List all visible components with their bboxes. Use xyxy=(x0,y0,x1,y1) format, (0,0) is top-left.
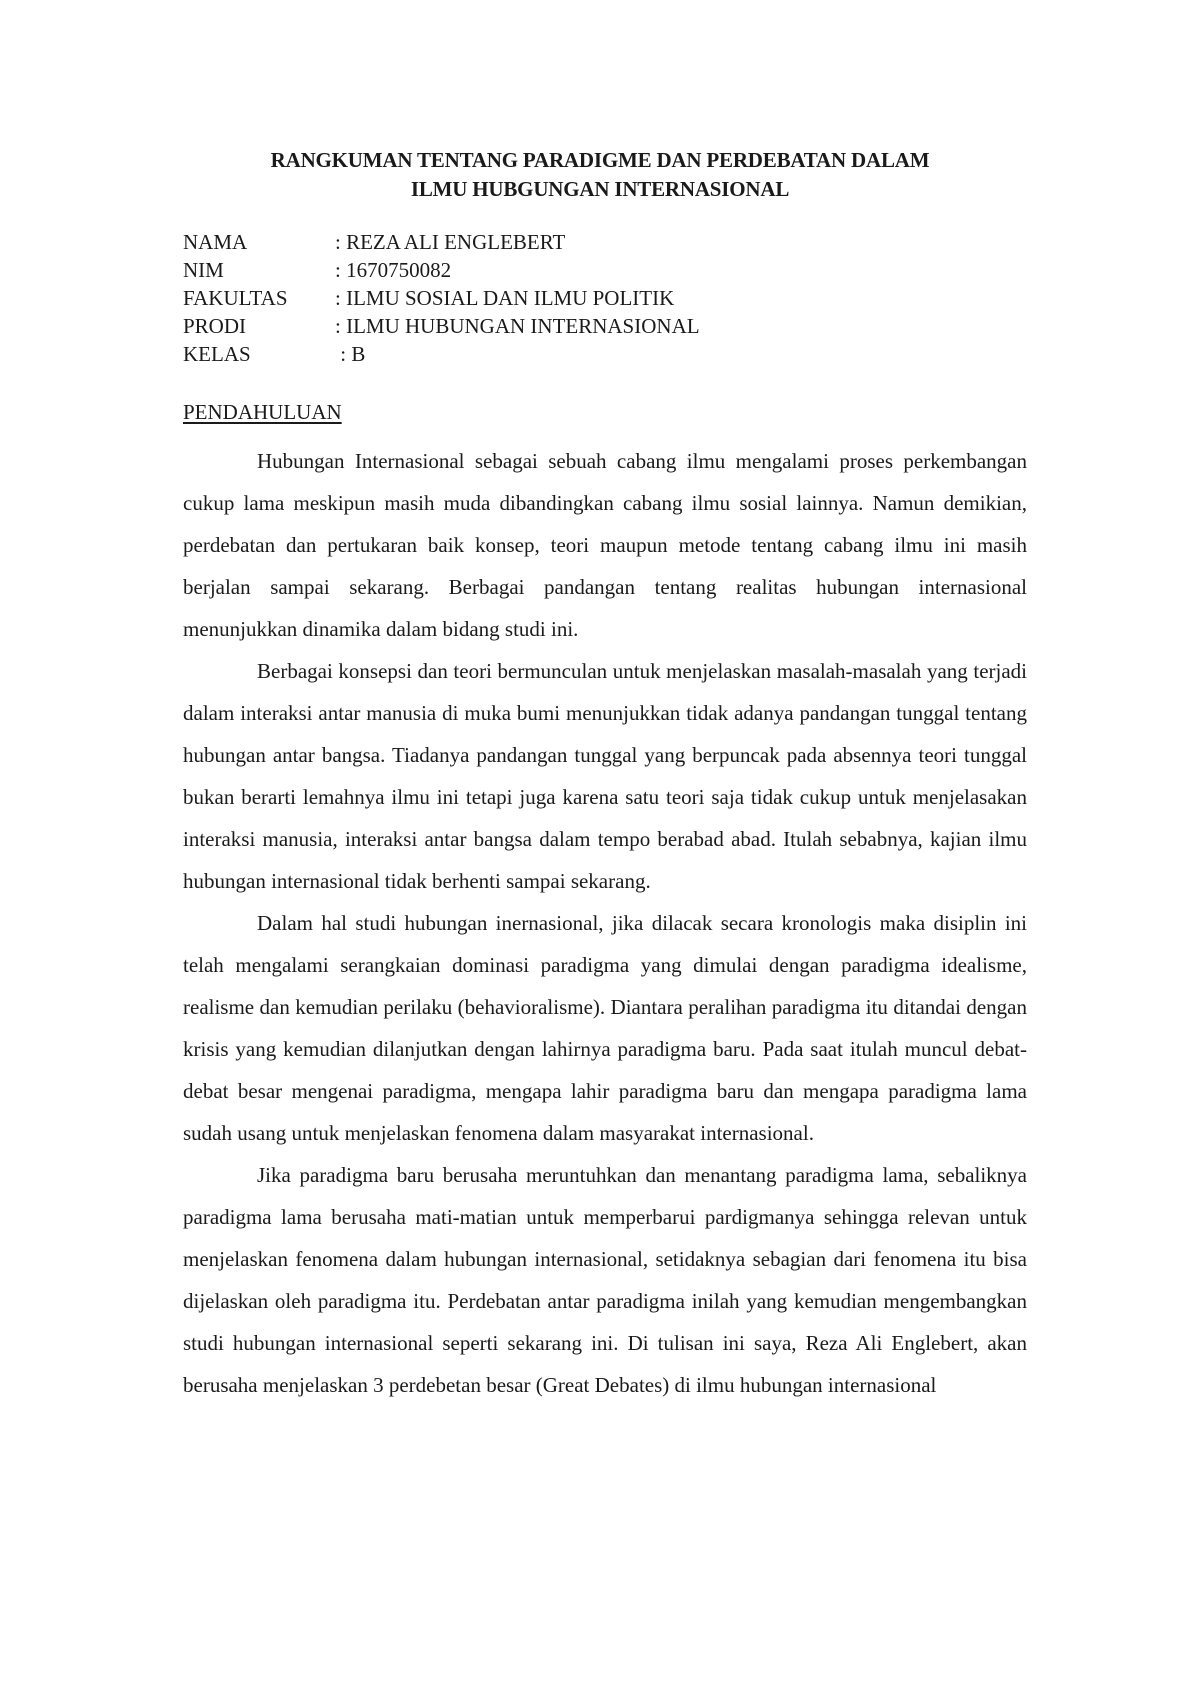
document-title xyxy=(180,146,1020,204)
title-line-2: ILMU HUBGUNGAN INTERNASIONAL xyxy=(410,177,790,201)
paragraph: Jika paradigma baru berusaha meruntuhkan dan menantang paradigma lama, sebaliknya paradigma lama berusaha mati-matian untuk memperbarui pardigmanya sehingga relevan untuk menjelaskan fenomena dalam hubungan internasional, setidaknya sebagian dari fenomena itu bisa dijelaskan oleh paradigma itu. Perdebatan antar paradigma inilah yang kemudian mengembangkan studi hubungan internasional seperti sekarang ini. Di tulisan ini saya, Reza Ali Englebert, akan berusaha menjelaskan 3 perdebetan besar (Great Debates) di ilmu hubungan internasional xyxy=(183,1163,1027,1397)
section-heading: PENDAHULUAN xyxy=(183,400,342,424)
identity-row-nim xyxy=(183,256,700,284)
identity-value: : ILMU SOSIAL DAN ILMU POLITIK xyxy=(335,286,675,310)
identity-label: NIM xyxy=(183,258,224,282)
title-line-1: RANGKUMAN TENTANG PARADIGME DAN PERDEBATAN DALAM xyxy=(270,148,930,172)
identity-label: KELAS xyxy=(183,342,251,366)
identity-value: : REZA ALI ENGLEBERT xyxy=(335,230,566,254)
identity-row-nama xyxy=(183,228,700,256)
identity-row-fakultas xyxy=(183,284,700,312)
identity-label: NAMA xyxy=(183,230,248,254)
body-text xyxy=(183,440,1027,1406)
paragraph: Dalam hal studi hubungan inernasional, jika dilacak secara kronologis maka disiplin ini telah mengalami serangkaian dominasi paradigma yang dimulai dengan paradigma idealisme, realisme dan kemudian perilaku (behavioralisme). Diantara peralihan paradigma itu ditandai dengan krisis yang kemudian dilanjutkan dengan lahirnya paradigma baru. Pada saat itulah muncul debat-debat besar mengenai paradigma, mengapa lahir paradigma baru dan mengapa paradigma lama sudah usang untuk menjelaskan fenomena dalam masyarakat internasional. xyxy=(183,911,1027,1145)
identity-label: PRODI xyxy=(183,314,247,338)
identity-row-prodi xyxy=(183,312,700,340)
identity-value: : ILMU HUBUNGAN INTERNASIONAL xyxy=(335,314,700,338)
identity-row-kelas xyxy=(183,340,700,368)
identity-value: : 1670750082 xyxy=(335,258,452,282)
identity-block xyxy=(183,228,700,368)
identity-label: FAKULTAS xyxy=(183,286,288,310)
identity-value: : B xyxy=(335,342,366,366)
paragraph: Berbagai konsepsi dan teori bermunculan untuk menjelaskan masalah-masalah yang terjadi dalam interaksi antar manusia di muka bumi menunjukkan tidak adanya pandangan tunggal tentang hubungan antar bangsa. Tiadanya pandangan tunggal yang berpuncak pada absennya teori tunggal bukan berarti lemahnya ilmu ini tetapi juga karena satu teori saja tidak cukup untuk menjelasakan interaksi manusia, interaksi antar bangsa dalam tempo berabad abad. Itulah sebabnya, kajian ilmu hubungan internasional tidak berhenti sampai sekarang. xyxy=(183,659,1027,893)
paragraph: Hubungan Internasional sebagai sebuah cabang ilmu mengalami proses perkembangan cukup lama meskipun masih muda dibandingkan cabang ilmu sosial lainnya. Namun demikian, perdebatan dan pertukaran baik konsep, teori maupun metode tentang cabang ilmu ini masih berjalan sampai sekarang. Berbagai pandangan tentang realitas hubungan internasional menunjukkan dinamika dalam bidang studi ini. xyxy=(183,449,1027,641)
